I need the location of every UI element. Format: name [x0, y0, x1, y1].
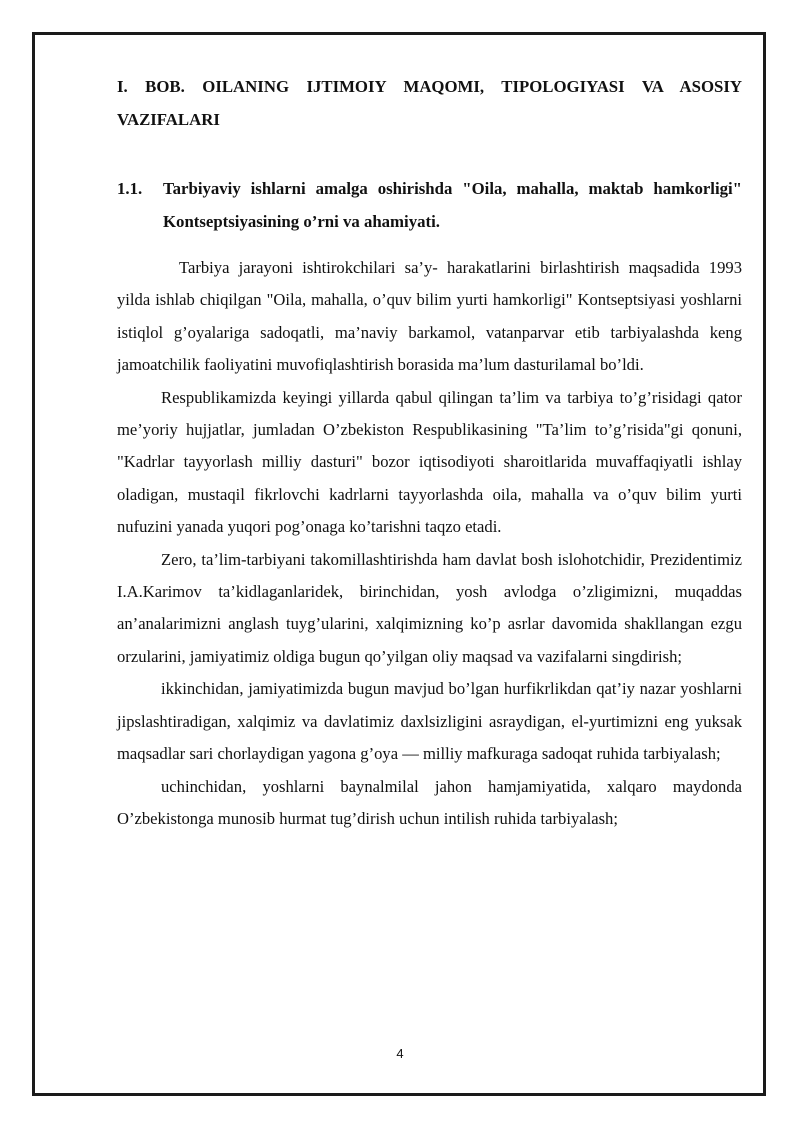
chapter-title: I. BOB. OILANING IJTIMOIY MAQOMI, TIPOLOGIYASI VA ASOSIY VAZIFALARI — [117, 77, 742, 129]
body-text — [117, 252, 742, 835]
paragraph: uchinchidan, yoshlarni baynalmilal jahon hamjamiyatida, xalqaro maydonda O’zbekistonga munosib hurmat tug’dirish uchun intilish ruhida tarbiyalash; — [117, 776, 742, 828]
paragraph: ikkinchidan, jamiyatimizda bugun mavjud bo’lgan hurfikrlikdan qat’iy nazar yoshlarni jipslashtiradigan, xalqimiz va davlatimiz daxlsizligini asraydigan, el-yurtimizni eng yuksak maqsadlar sari chorlaydigan yagona g’oya — milliy mafkuraga sadoqat ruhida tarbiyalash; — [117, 679, 742, 764]
section-heading — [117, 172, 742, 238]
paragraph: Zero, ta’lim-tarbiyani takomillashtirishda ham davlat bosh islohotchidir, Prezidentimiz I.A.Karimov ta’kidlaganlaridek, birinchidan, yosh avlodga o’zligimizni, muqaddas an’analarimizni anglash tuyg’ularini, xalqimizning ko’p asrlar davomida shakllangan ezgu orzularini, jamiyatimiz oldiga bugun qo’yilgan oliy maqsad va vazifalarni singdirish; — [117, 549, 742, 666]
page-number: 4 — [396, 1046, 404, 1061]
section-title: Tarbiyaviy ishlarni amalga oshirishda "Oila, mahalla, maktab hamkorligi" Kontseptsiyasining o’rni va ahamiyati. — [163, 179, 742, 231]
paragraph: Tarbiya jarayoni ishtirokchilari sa’y- harakatlarini birlashtirish maqsadida 1993 yilda ishlab chiqilgan "Oila, mahalla, o’quv bilim yurti hamkorligi" Kontseptsiyasi yoshlarni istiqlol g’oyalariga sadoqatli, ma’naviy barkamol, vatanparvar etib tarbiyalashda keng jamoatchilik faoliyatini muvofiqlashtirish borasida ma’lum dasturilamal bo’ldi. — [117, 258, 742, 375]
section-number: 1.1. — [117, 179, 143, 198]
paragraph: Respublikamizda keyingi yillarda qabul qilingan ta’lim va tarbiya to’g’risidagi qator me’yoriy hujjatlar, jumladan O’zbekiston Respublikasining "Ta’lim to’g’risida"gi qonuni, "Kadrlar tayyorlash milliy dasturi" bozor iqtisodiyoti sharoitlarida muvaffaqiyatli ishlay oladigan, mustaqil fikrlovchi kadrlarni tayyorlashda oila, mahalla va o’quv bilim yurti nufuzini yanada yuqori pog’onaga ko’tarishni taqzo etadi. — [117, 387, 742, 537]
document-content — [117, 70, 742, 835]
